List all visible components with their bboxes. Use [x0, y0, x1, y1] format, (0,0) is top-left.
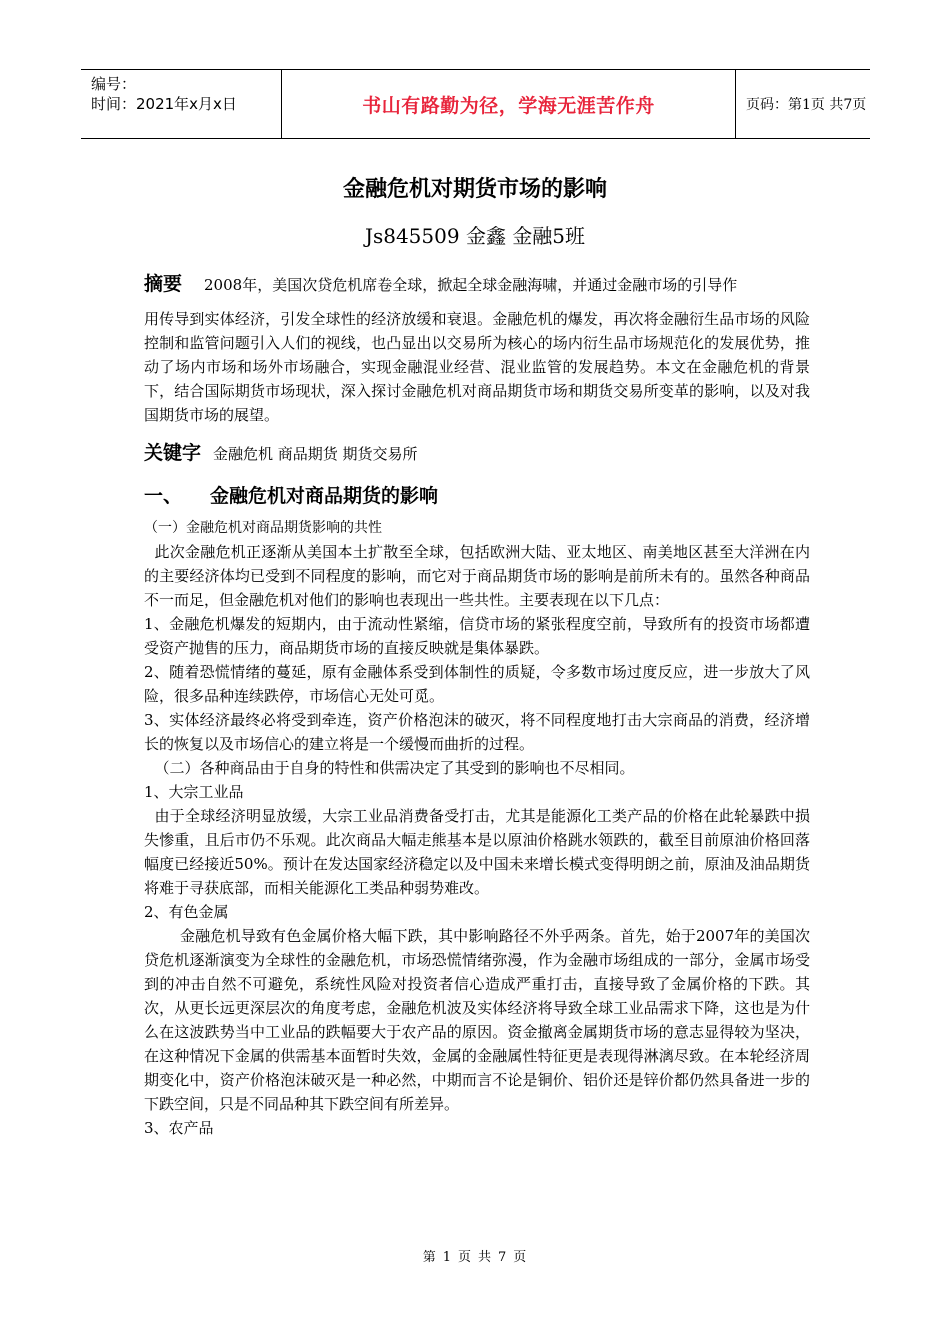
list-item: 3、实体经济最终必将受到牵连，资产价格泡沫的破灭，将不同程度地打击大宗商品的消费，经济增长的恢复以及市场信心的建立将是一个缓慢而曲折的过程。 — [144, 711, 810, 753]
abstract-text: 用传导到实体经济，引发全球性的经济放缓和衰退。金融危机的爆发，再次将金融衍生品市场的风险控制和监管问题引入人们的视线，也凸显出以交易所为核心的场内衍生品市场规范化的发展优势，推动了场内市场和场外市场融合，实现金融混业经营、混业监管的发展趋势。本文在金融危机的背景下，结合国际期货市场现状，深入探讨金融危机对商品期货市场和期货交易所变革的影响，以及对我国期货市场的展望。 — [144, 310, 810, 424]
section-title: 金融危机对商品期货的影响 — [210, 485, 439, 507]
heading-industrial: 1、大宗工业品 — [144, 783, 244, 801]
paragraph-1: 此次金融危机正逐渐从美国本土扩散至全球，包括欧洲大陆、亚太地区、南美地区甚至大洋洲在内的主要经济体均已受到不同程度的影响，而它对于商品期货市场的影响是前所未有的。虽然各种商品不一而足，但金融危机对他们的影响也表现出一些共性。主要表现在以下几点： — [144, 543, 810, 609]
abstract-first-text: 2008年，美国次贷危机席卷全球，掀起全球金融海啸，并通过金融市场的引导作 — [204, 276, 738, 294]
subsection-heading-1: （一）金融危机对商品期货影响的共性 — [144, 520, 382, 536]
page-header — [81, 69, 870, 139]
keywords-text: 金融危机 商品期货 期货交易所 — [213, 445, 418, 463]
heading-metals: 2、有色金属 — [144, 903, 229, 921]
keywords-label: 关键字 — [144, 442, 202, 464]
document-author: Js845509 金鑫 金融5班 — [364, 224, 586, 248]
section-heading — [144, 484, 810, 508]
list-item: 2、随着恐慌情绪的蔓延，原有金融体系受到体制性的质疑，令多数市场过度反应，进一步放大了风险，很多品种连续跌停，市场信心无处可觅。 — [144, 663, 810, 705]
header-time-label: 时间：2021年x月x日 — [91, 95, 237, 113]
paragraph-industrial: 由于全球经济明显放缓，大宗工业品消费备受打击，尤其是能源化工类产品的价格在此轮暴跌中损失惨重，且后市仍不乐观。此次商品大幅走熊基本是以原油价格跳水领跌的，截至目前原油价格回落幅度已经接近50%。预计在发达国家经济稳定以及中国未来增长模式变得明朗之前，原油及油品期货将难于寻获底部，而相关能源化工类品种弱势难改。 — [144, 807, 810, 897]
abstract-first-line — [144, 272, 810, 297]
keywords — [144, 441, 810, 466]
subsection-heading-2: （二）各种商品由于自身的特性和供需决定了其受到的影响也不尽相同。 — [154, 759, 635, 777]
header-number-label: 编号： — [91, 75, 137, 93]
page-footer — [0, 1246, 950, 1265]
footer-page-number: 1 — [442, 1250, 452, 1265]
footer-gong: 共 — [478, 1250, 493, 1265]
abstract-label: 摘要 — [144, 273, 183, 295]
header-page-info: 页码：第1页 共7页 — [746, 97, 867, 113]
footer-total-pages: 7 — [498, 1250, 508, 1265]
footer-ye2: 页 — [513, 1250, 528, 1265]
section-number: 一、 — [144, 485, 183, 507]
list-item: 1、金融危机爆发的短期内，由于流动性紧缩，信贷市场的紧张程度空前，导致所有的投资市场都遭受资产抛售的压力，商品期货市场的直接反映就是集体暴跌。 — [144, 615, 810, 657]
document-title: 金融危机对期货市场的影响 — [342, 177, 607, 202]
paragraph-metals: 金融危机导致有色金属价格大幅下跌，其中影响路径不外乎两条。首先，始于2007年的美国次贷危机逐渐演变为全球性的金融危机，市场恐慌情绪弥漫，作为金融市场组成的一部分，金属市场受到的冲击自然不可避免，系统性风险对投资者信心造成严重打击，直接导致了金属价格的下跌。其次，从更长远更深层次的角度考虑，金融危机波及实体经济将导致全球工业品需求下降，这也是为什么在这波跌势当中工业品的跌幅要大于农产品的原因。资金撤离金属期货市场的意志显得较为坚决，在这种情况下金属的供需基本面暂时失效，金属的金融属性特征更是表现得淋漓尽致。在本轮经济周期变化中，资产价格泡沫破灭是一种必然，中期而言不论是铜价、铝价还是锌价都仍然具备进一步的下跌空间，只是不同品种其下跌空间有所差异。 — [144, 927, 810, 1113]
footer-di: 第 — [422, 1250, 437, 1265]
document-body — [144, 272, 810, 1140]
header-meta — [81, 70, 281, 138]
header-motto: 书山有路勤为径，学海无涯苦作舟 — [281, 70, 736, 138]
heading-agriculture: 3、农产品 — [144, 1119, 214, 1137]
footer-ye: 页 — [457, 1250, 472, 1265]
